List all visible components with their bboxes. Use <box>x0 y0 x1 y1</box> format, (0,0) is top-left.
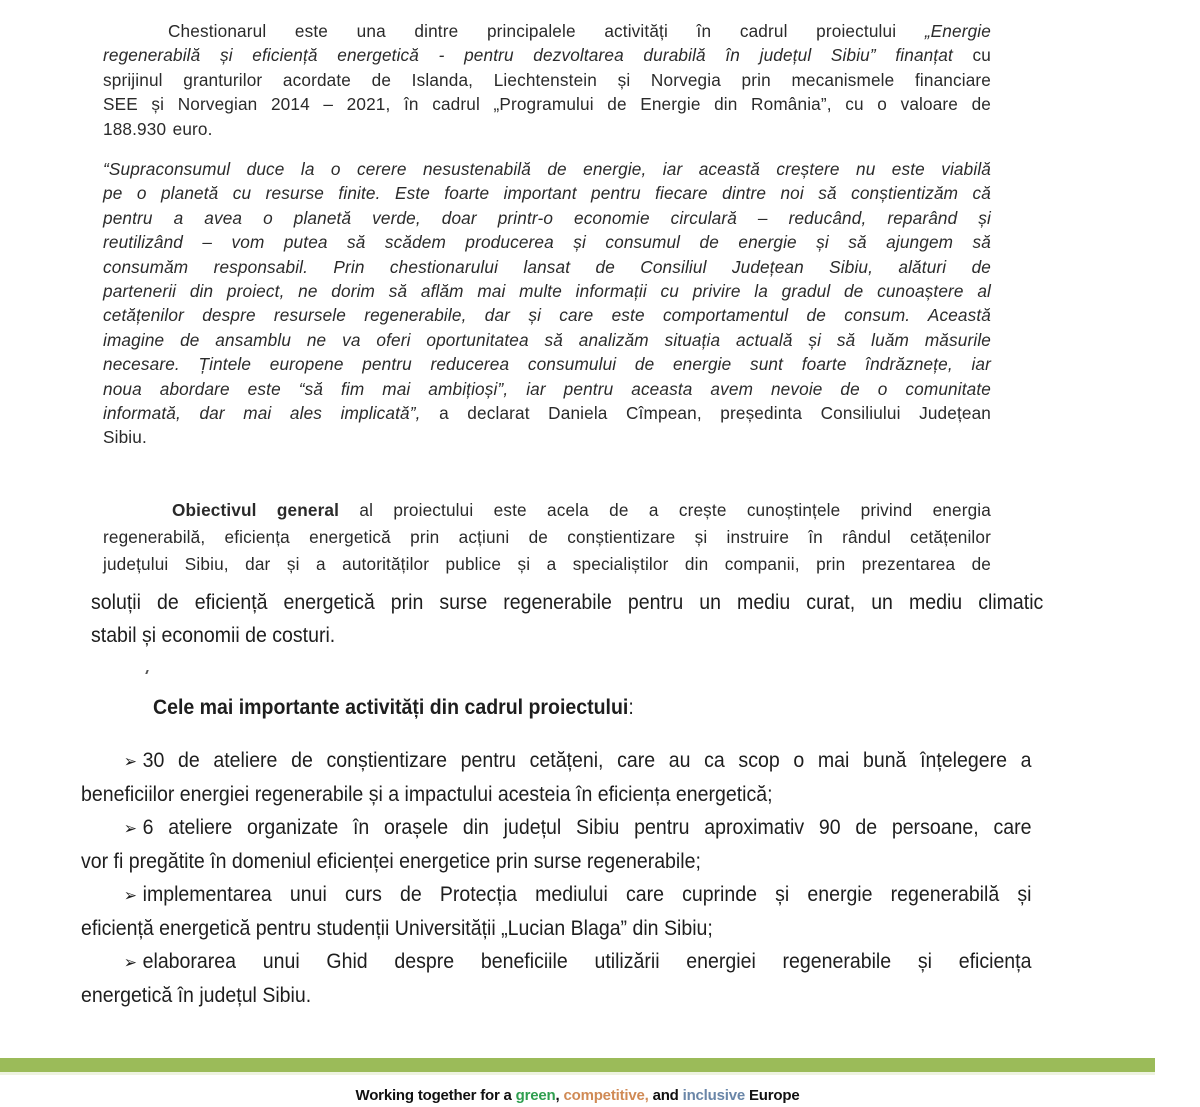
quote-paragraph <box>103 157 991 450</box>
arrowhead-bullet-icon: ➢ <box>123 886 138 905</box>
activity-text: 30 de ateliere de conștientizare pentru cetățeni, care au ca scop o mai bună înțelegere a <box>142 749 1032 772</box>
activity-text: 6 ateliere organizate în orașele din județul Sibiu pentru aproximativ 90 de persoane, care <box>142 816 1032 839</box>
arrowhead-bullet-icon: ➢ <box>123 953 138 972</box>
quote-attribution-line <box>103 401 991 425</box>
quote-attribution: a declarat Daniela Cîmpean, președinta Consiliului Județean <box>439 403 991 424</box>
activity-item-line-1 <box>81 945 1031 979</box>
footer-bar-shadow <box>0 1072 1155 1075</box>
activity-item-line-2: beneficiilor energiei regenerabile și a impactului acesteia în eficiența energetică; <box>81 783 773 806</box>
intro-line-2 <box>103 43 991 67</box>
arrowhead-bullet-icon: ➢ <box>123 752 138 771</box>
intro-line-2-tail: cu <box>972 45 991 66</box>
footer-slogan <box>0 1087 1155 1104</box>
project-title-start: „Energie <box>924 21 991 41</box>
intro-line-4: SEE și Norvegian 2014 – 2021, în cadrul „Programului de Energie din România”, cu o valoare de <box>103 94 991 115</box>
slogan-prefix: Working together for a <box>355 1087 512 1104</box>
activity-text: elaborarea unui Ghid despre beneficiile utilizării energiei regenerabile și eficiența <box>142 950 1032 973</box>
objective-line-4: soluții de eficiență energetică prin surse regenerabile pentru un mediu curat, un mediu climatic <box>91 591 1044 614</box>
activities-heading-line <box>153 691 804 724</box>
slogan-competitive: competitive, <box>563 1087 649 1104</box>
activity-text: implementarea unui curs de Protecția mediului care cuprinde și energie regenerabilă și <box>142 883 1032 906</box>
quote-line: partenerii din proiect, ne dorim să aflăm mai multe informații cu privire la gradul de cunoaștere al <box>103 281 991 302</box>
intro-line-1-text: Chestionarul este una dintre principalele activități în cadrul proiectului <box>168 21 897 41</box>
activity-item-line-1 <box>81 811 1031 845</box>
activity-item <box>81 744 1031 811</box>
slogan-and: and <box>652 1087 679 1104</box>
objective-line-5: stabil și economii de costuri. <box>91 624 336 647</box>
quote-line: pe o planetă cu resurse finite. Este foarte important pentru fiecare dintre noi să conștientizăm că <box>103 183 991 204</box>
quote-line: noua abordare este “să fim mai ambițioși”, iar pentru aceasta avem nevoie de o comunitate <box>103 378 991 399</box>
project-title-cont: regenerabilă și eficiență energetică - pentru dezvoltarea durabilă în județul Sibiu” finanțat <box>103 45 953 66</box>
activities-heading-text: Cele mai importante activități din cadrul proiectului <box>153 696 629 719</box>
footer-green-bar <box>0 1058 1155 1072</box>
quote-line: reutilizând – vom putea să scădem producerea și consumul de energie și să ajungem să <box>103 232 991 253</box>
slogan-green: green <box>515 1087 556 1104</box>
quote-line: consumăm responsabil. Prin chestionarului lansat de Consiliul Județean Sibiu, alături de <box>103 256 991 277</box>
slogan-europe: Europe <box>748 1087 800 1104</box>
arrowhead-bullet-icon: ➢ <box>123 819 138 838</box>
objective-line-3: județului Sibiu, dar și a autorităților publice și a specialiștilor din companii, prin prezentarea de <box>103 554 991 574</box>
activity-item <box>81 945 1031 1012</box>
intro-paragraph <box>103 19 991 141</box>
activities-heading <box>153 691 804 724</box>
quote-line: “Supraconsumul duce la o cerere nesustenabilă de energie, iar această creștere nu este viabilă <box>103 159 991 179</box>
activity-item-line-2: vor fi pregătite în domeniul eficienței energetice prin surse regenerabile; <box>81 850 701 873</box>
activity-item <box>81 878 1031 945</box>
objective-line-1 <box>103 497 991 524</box>
objective-paragraph <box>103 497 991 578</box>
slogan-inclusive: inclusive <box>682 1087 746 1104</box>
slogan-comma: , <box>555 1087 560 1104</box>
objective-continuation <box>91 586 1043 652</box>
activities-heading-colon: : <box>628 696 634 719</box>
objective-line-1-text: al proiectului este acela de a crește cunoștințele privind energia <box>359 500 991 520</box>
intro-line-5: 188.930 euro. <box>103 118 213 139</box>
activity-item-line-1 <box>81 744 1031 778</box>
activity-item-line-2: eficiență energetică pentru studenții Universității „Lucian Blaga” din Sibiu; <box>81 917 713 940</box>
quote-line: pentru a avea o planetă verde, doar printr-o economie circulară – reducând, reparând și <box>103 207 991 228</box>
activity-item <box>81 811 1031 878</box>
stray-mark <box>145 670 148 674</box>
quote-line: imagine de ansamblu ne va oferi oportunitatea să analizăm situația actuală și să luăm măsurile <box>103 329 991 350</box>
quote-line: cetățenilor despre resursele regenerabile, dar și care este comportamentul de consum. Această <box>103 305 991 326</box>
activities-list <box>81 744 1031 1012</box>
activity-item-line-1 <box>81 878 1031 912</box>
intro-line-1 <box>103 19 991 43</box>
objective-line-2: regenerabilă, eficiența energetică prin acțiuni de conștientizare și instruire în rândul cetățenilor <box>103 527 991 547</box>
objective-label: Obiectivul general <box>172 500 340 520</box>
quote-line: necesare. Țintele europene pentru reducerea consumului de energie sunt foarte îndrăznețe, iar <box>103 354 991 375</box>
activity-item-line-2: energetică în județul Sibiu. <box>81 984 312 1007</box>
intro-line-3: sprijinul granturilor acordate de Islanda, Liechtenstein și Norvegia prin mecanismele financiare <box>103 69 991 90</box>
quote-end: informată, dar mai ales implicată”, <box>103 403 421 424</box>
quote-last-line: Sibiu. <box>103 427 147 448</box>
